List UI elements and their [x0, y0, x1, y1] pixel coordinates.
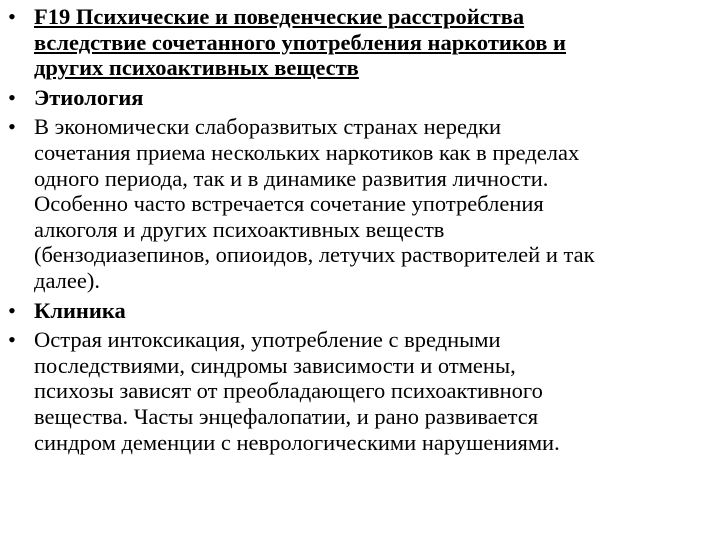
bullet-item-clinic-heading — [8, 298, 716, 324]
etiology-line: В экономически слаборазвитых странах нередки — [34, 114, 502, 140]
clinic-line: вещества. Часты энцефалопатии, и рано развивается — [34, 403, 539, 429]
bullet-item-etiology-text — [8, 114, 716, 293]
etiology-line: Особенно часто встречается сочетание употребления — [34, 191, 544, 217]
bullet-dot-icon: • — [8, 297, 16, 323]
diagnosis-title — [34, 4, 716, 81]
clinic-heading: Клиника — [34, 297, 126, 323]
bullet-item-etiology-heading — [8, 85, 716, 111]
bullet-dot-icon: • — [8, 4, 16, 29]
diagnosis-title-line: других психоактивных веществ — [34, 55, 359, 81]
bullet-list — [8, 4, 716, 459]
etiology-heading: Этиология — [34, 84, 144, 110]
bullet-item-clinic-text — [8, 327, 716, 455]
clinic-line: последствиями, синдромы зависимости и отмены, — [34, 352, 516, 378]
etiology-line: сочетания приема нескольких наркотиков как в пределах — [34, 139, 580, 165]
diagnosis-title-line: вследствие сочетанного употребления наркотиков и — [34, 29, 566, 55]
clinic-line: синдром деменции с неврологическими нарушениями. — [34, 429, 560, 455]
bullet-item-diagnosis-title — [8, 4, 716, 81]
etiology-line: одного периода, так и в динамике развития личности. — [34, 165, 549, 191]
bullet-dot-icon: • — [8, 84, 16, 110]
etiology-line: алкоголя и других психоактивных веществ — [34, 216, 445, 242]
diagnosis-title-line: F19 Психические и поведенческие расстройства — [34, 4, 525, 29]
etiology-line: (бензодиазепинов, опиоидов, летучих растворителей и так — [34, 242, 595, 268]
clinic-paragraph — [34, 327, 716, 455]
bullet-dot-icon: • — [8, 327, 16, 353]
etiology-line: далее). — [34, 267, 100, 293]
etiology-paragraph — [34, 114, 716, 293]
clinic-line: Острая интоксикация, употребление с вредными — [34, 327, 501, 353]
bullet-dot-icon: • — [8, 114, 16, 140]
clinic-line: психозы зависят от преобладающего психоактивного — [34, 378, 543, 404]
